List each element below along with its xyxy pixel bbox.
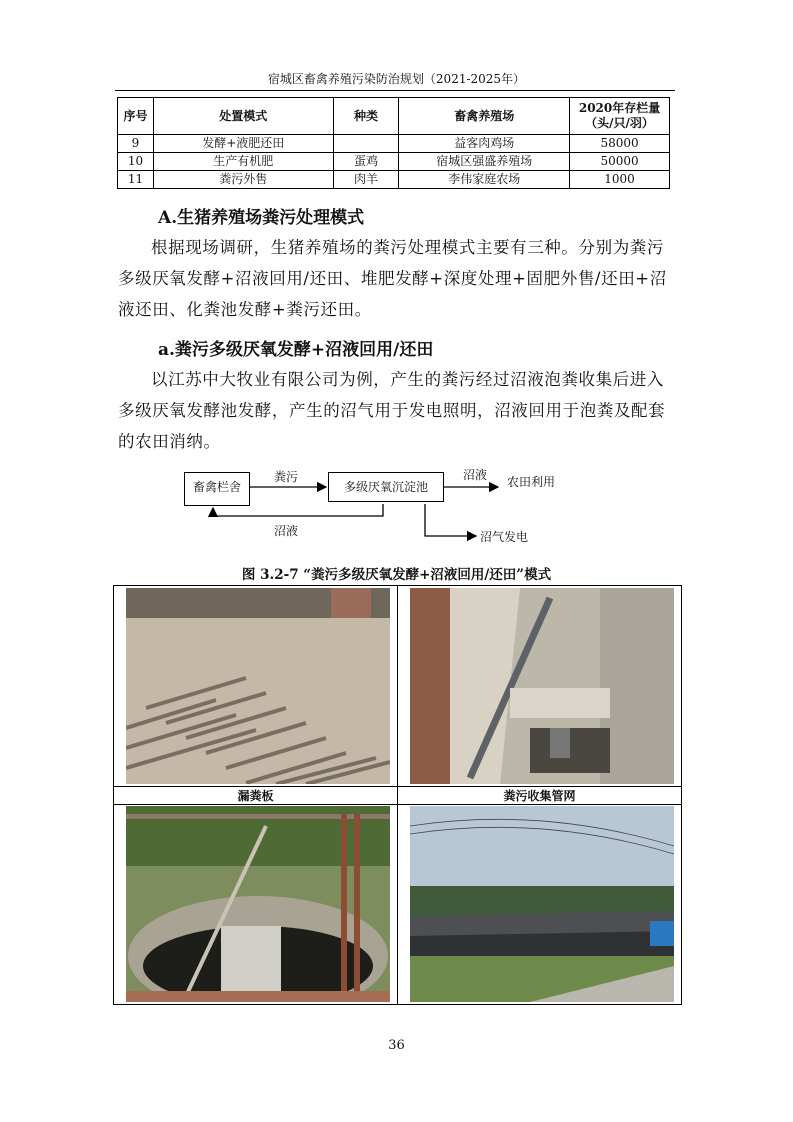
table-row	[118, 135, 670, 153]
table-cell: 50000	[570, 153, 670, 171]
table-cell	[333, 135, 399, 153]
photo-pump-well	[126, 806, 390, 1002]
table-cell: 发酵+液肥还田	[153, 135, 333, 153]
paragraph-1	[118, 232, 671, 325]
table-header-cell: 序号	[118, 98, 154, 135]
table-cell: 58000	[570, 135, 670, 153]
table-row	[118, 153, 670, 171]
table-cell: 生产有机肥	[153, 153, 333, 171]
photo-caption-pipe-network: 粪污收集管网	[503, 789, 576, 803]
table-cell: 1000	[570, 171, 670, 189]
flow-label-slurry: 沼液	[463, 468, 488, 482]
paragraph-2	[118, 364, 671, 457]
table-header-cell: 处置模式	[153, 98, 333, 135]
table-cell: 李伟家庭农场	[399, 171, 570, 189]
farm-table	[117, 97, 670, 189]
table-cell: 11	[118, 171, 154, 189]
table-header-cell: 畜禽养殖场	[399, 98, 570, 135]
process-flow-diagram	[180, 466, 600, 556]
paragraph-text: 根据现场调研，生猪养殖场的粪污处理模式主要有三种。分别为粪污多级厌氧发酵+沼液回用/还田、堆肥发酵+深度处理+固肥外售/还田+沼液还田、化粪池发酵+粪污还田。	[118, 238, 667, 319]
photo-caption-slatted-floor: 漏粪板	[237, 789, 274, 803]
table-cell: 粪污外售	[153, 171, 333, 189]
table-cell: 宿城区强盛养殖场	[399, 153, 570, 171]
table-cell: 益客肉鸡场	[399, 135, 570, 153]
table-header-cell: 2020年存栏量 （头/只/羽）	[570, 98, 670, 135]
photo-pipe-network	[410, 588, 674, 784]
flow-box-tank: 多级厌氧沉淀池	[328, 472, 444, 502]
table-cell: 蛋鸡	[333, 153, 399, 171]
flow-label-biogas: 沼气发电	[480, 530, 529, 544]
flow-label-farmland: 农田利用	[507, 475, 556, 489]
paragraph-text: 以江苏中大牧业有限公司为例，产生的粪污经过沼液泡粪收集后进入多级厌氧发酵池发酵，产生的沼气用于发电照明，沼液回用于泡粪及配套的农田消纳。	[118, 370, 666, 451]
flow-label-manure: 粪污	[274, 470, 299, 484]
section-heading-a: A.生猪养殖场粪污处理模式	[158, 208, 365, 228]
lagoon-image	[410, 806, 674, 1002]
section-heading-a1: a.粪污多级厌氧发酵+沼液回用/还田	[158, 340, 434, 360]
header-rule	[115, 90, 675, 91]
table-cell: 肉羊	[333, 171, 399, 189]
table-header-cell: 种类	[333, 98, 399, 135]
page-number: 36	[388, 1038, 405, 1053]
pipe-network-image	[410, 588, 674, 784]
flow-arrow-biogas	[425, 504, 476, 536]
photo-lagoon	[410, 806, 674, 1002]
flow-label-return-slurry: 沼液	[274, 524, 299, 538]
table-cell: 10	[118, 153, 154, 171]
photo-slatted-floor	[126, 588, 390, 784]
slatted-floor-image	[126, 588, 390, 784]
photo-grid	[113, 585, 682, 1005]
flow-box-barn: 畜禽栏舍	[184, 472, 250, 506]
running-header: 宿城区畜禽养殖污染防治规划（2021-2025年）	[267, 72, 526, 86]
table-header-row	[118, 98, 670, 135]
pump-well-image	[126, 806, 390, 1002]
table-row	[118, 171, 670, 189]
table-cell: 9	[118, 135, 154, 153]
figure-caption: 图 3.2-7 “粪污多级厌氧发酵+沼液回用/还田”模式	[241, 567, 552, 583]
